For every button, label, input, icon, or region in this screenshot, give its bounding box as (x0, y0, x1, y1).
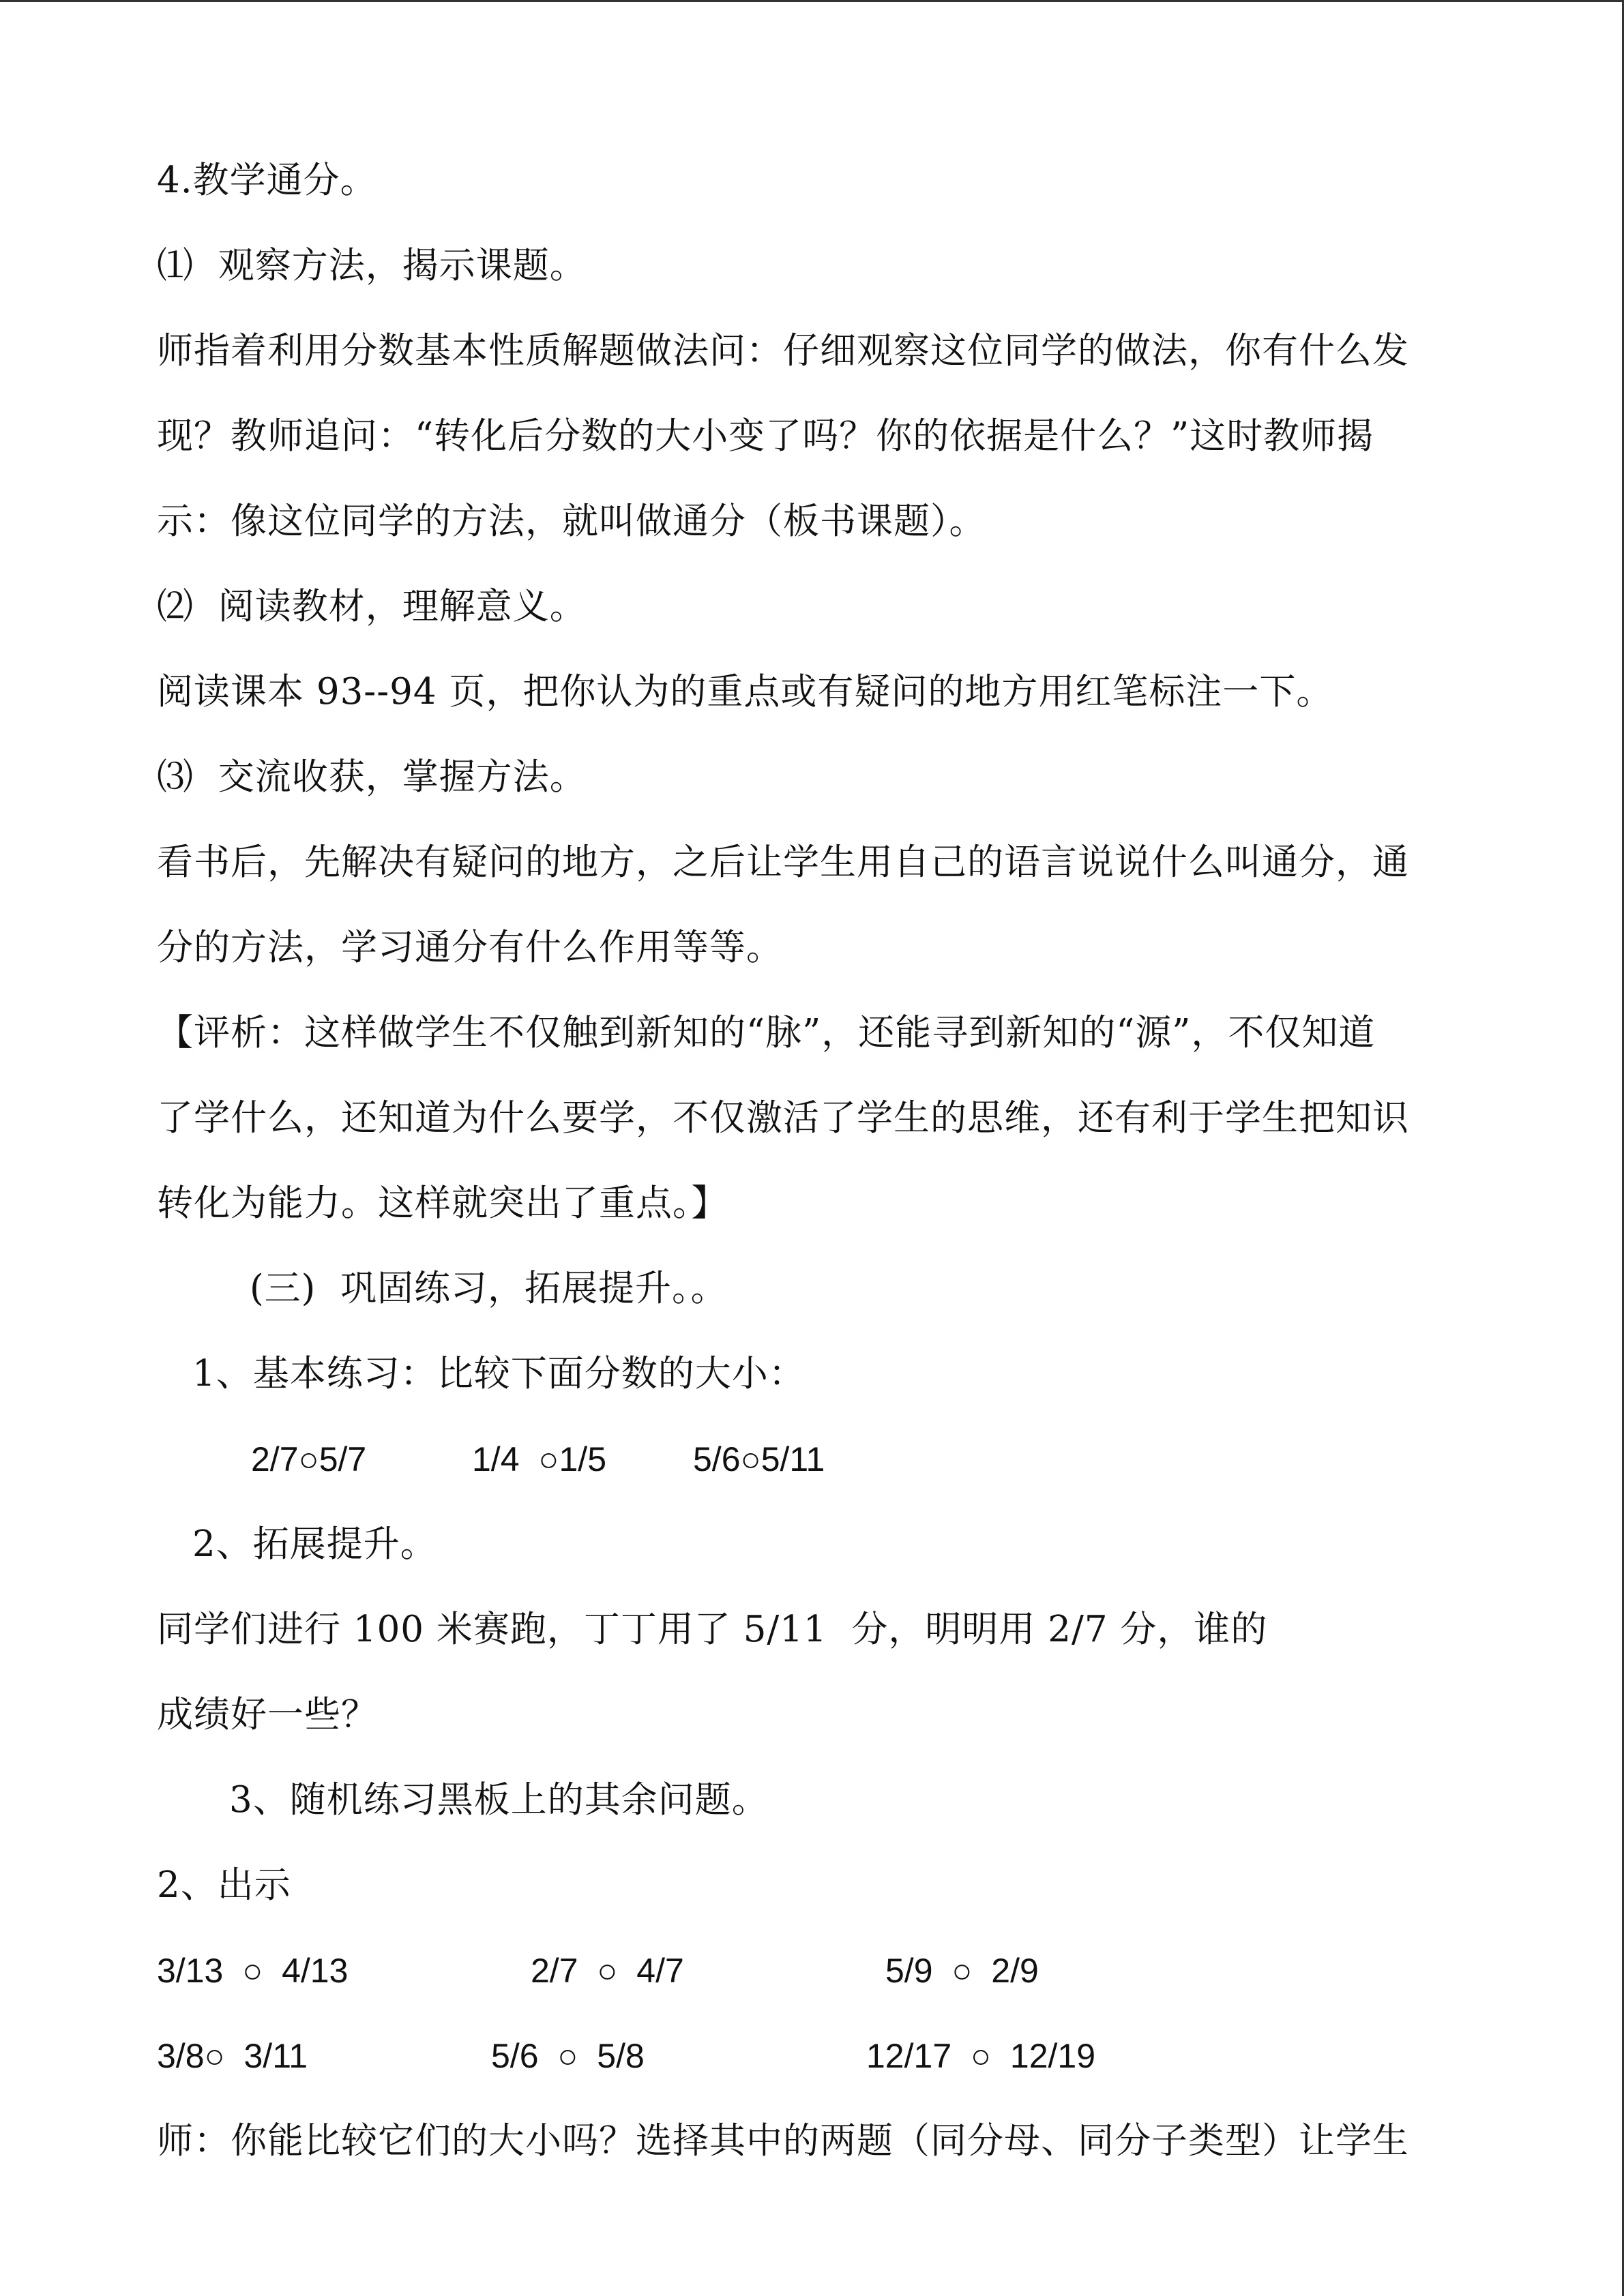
fraction-comparison: 3/8○ 3/11 (157, 2037, 308, 2075)
exercise-3-heading: 3、随机练习黑板上的其余问题。 (229, 1779, 769, 1821)
fraction-comparison: 2/7 ○ 4/7 (531, 1952, 684, 1990)
commentary-line: 【评析：这样做学生不仅触到新知的“脉”，还能寻到新知的“源”，不仅知道 (157, 1012, 1376, 1054)
step-2-heading: ⑵ 阅读教材，理解意义。 (157, 586, 587, 627)
paragraph-line: 看书后，先解决有疑问的地方，之后让学生用自己的语言说说什么叫通分，通 (157, 841, 1409, 883)
page-border-top (0, 0, 1624, 2)
paragraph-line: 现？教师追问：“转化后分数的大小变了吗？你的依据是什么？”这时教师揭 (157, 415, 1374, 457)
commentary-line: 转化为能力。这样就突出了重点。】 (157, 1182, 728, 1224)
fraction-comparison: 1/4 ○1/5 (472, 1440, 606, 1478)
paragraph-line: 阅读课本 93--94 页，把你认为的重点或有疑问的地方用红笔标注一下。 (157, 671, 1333, 713)
display-heading: 2、出示 (157, 1864, 291, 1906)
paragraph-line: 师：你能比较它们的大小吗？选择其中的两题（同分母、同分子类型）让学生 (157, 2120, 1409, 2162)
fraction-comparison: 5/6○5/11 (693, 1440, 825, 1478)
fraction-comparison: 5/9 ○ 2/9 (885, 1952, 1039, 1990)
step-1-heading: ⑴ 观察方法，揭示课题。 (157, 245, 587, 286)
word-problem-line: 成绩好一些？ (157, 1694, 378, 1735)
exercise-2-heading: 2、拓展提升。 (192, 1523, 437, 1565)
section-heading-practice: (三) 巩固练习，拓展提升。。 (250, 1268, 728, 1309)
step-3-heading: ⑶ 交流收获，掌握方法。 (157, 756, 587, 798)
fraction-comparison: 3/13 ○ 4/13 (157, 1952, 349, 1990)
section-heading-tongfen: 4.教学通分。 (157, 160, 377, 201)
fraction-comparison: 5/6 ○ 5/8 (491, 2037, 645, 2075)
paragraph-line: 分的方法，学习通分有什么作用等等。 (157, 927, 783, 968)
commentary-line: 了学什么，还知道为什么要学，不仅激活了学生的思维，还有利于学生把知识 (157, 1097, 1409, 1139)
exercise-1-heading: 1、基本练习：比较下面分数的大小： (192, 1353, 806, 1395)
fraction-comparison: 12/17 ○ 12/19 (866, 2037, 1096, 2075)
fraction-comparison: 2/7○5/7 (251, 1440, 367, 1478)
paragraph-line: 师指着利用分数基本性质解题做法问：仔细观察这位同学的做法，你有什么发 (157, 330, 1409, 372)
paragraph-line: 示：像这位同学的方法，就叫做通分（板书课题）。 (157, 501, 986, 542)
word-problem-line: 同学们进行 100 米赛跑，丁丁用了 5/11 分，明明用 2/7 分，谁的 (157, 1609, 1268, 1650)
